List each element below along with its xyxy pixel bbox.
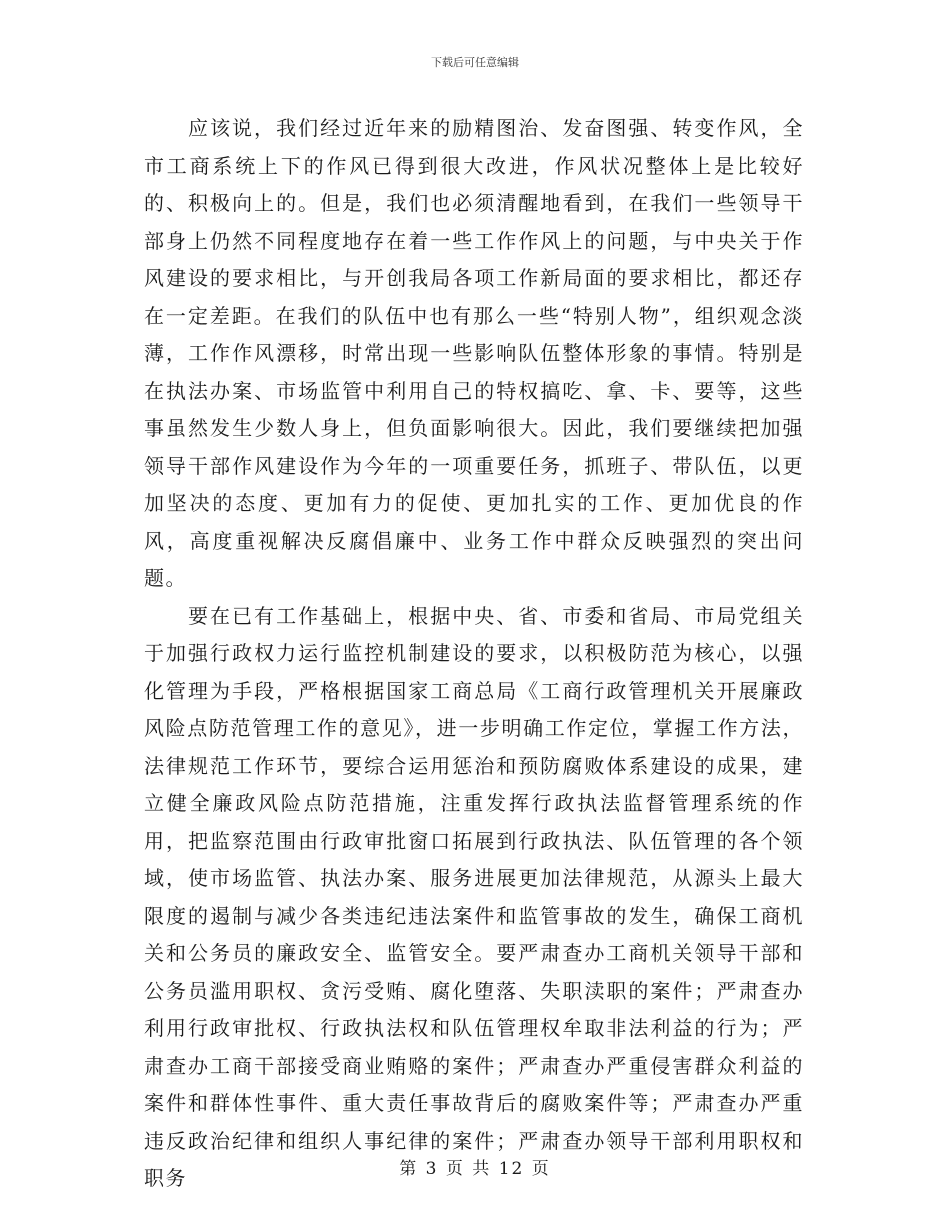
page-number-footer: 第 3 页 共 12 页 <box>399 1159 551 1179</box>
document-body <box>144 110 804 1198</box>
page-header: 下载后可任意编辑 <box>431 56 519 69</box>
paragraph: 应该说，我们经过近年来的励精图治、发奋图强、转变作风，全市工商系统上下的作风已得到很大改进，作风状况整体上是比较好的、积极向上的。但是，我们也必须清醒地看到，在我们一些领导干部身上仍然不同程度地存在着一些工作作风上的问题，与中央关于作风建设的要求相比，与开创我局各项工作新局面的要求相比，都还存在一定差距。在我们的队伍中也有那么一些“特别人物”，组织观念淡薄，工作作风漂移，时常出现一些影响队伍整体形象的事情。特别是在执法办案、市场监管中利用自己的特权搞吃、拿、卡、要等，这些事虽然发生少数人身上，但负面影响很大。因此，我们要继续把加强领导干部作风建设作为今年的一项重要任务，抓班子、带队伍，以更加坚决的态度、更加有力的促使、更加扎实的工作、更加优良的作风，高度重视解决反腐倡廉中、业务工作中群众反映强烈的突出问题。 <box>144 116 804 590</box>
paragraph: 要在已有工作基础上，根据中央、省、市委和省局、市局党组关于加强行政权力运行监控机制建设的要求，以积极防范为核心，以强化管理为手段，严格根据国家工商总局《工商行政管理机关开展廉政风险点防范管理工作的意见》，进一步明确工作定位，掌握工作方法，法律规范工作环节，要综合运用惩治和预防腐败体系建设的成果，建立健全廉政风险点防范措施，注重发挥行政执法监督管理系统的作用，把监察范围由行政审批窗口拓展到行政执法、队伍管理的各个领域，使市场监管、执法办案、服务进展更加法律规范，从源头上最大限度的遏制与减少各类违纪违法案件和监管事故的发生，确保工商机关和公务员的廉政安全、监管安全。要严肃查办工商机关领导干部和公务员滥用职权、贪污受贿、腐化堕落、失职渎职的案件；严肃查办利用行政审批权、行政执法权和队伍管理权牟取非法利益的行为；严肃查办工商干部接受商业贿赂的案件；严肃查办严重侵害群众利益的案件和群体性事件、重大责任事故背后的腐败案件等；严肃查办严重违反政治纪律和组织人事纪律的案件；严肃查办领导干部利用职权和职务 <box>144 603 804 1190</box>
